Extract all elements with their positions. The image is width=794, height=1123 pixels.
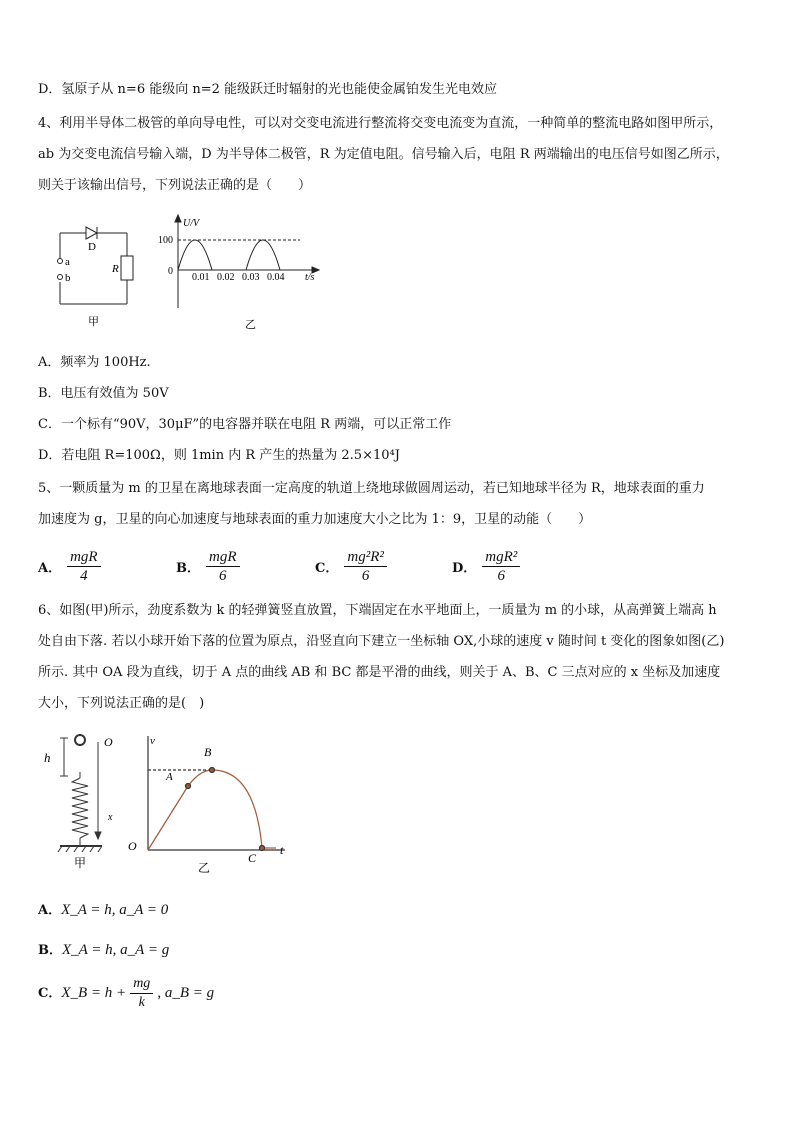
x-tick-2: 0.02 [217, 272, 235, 283]
caption-yi-6: 乙 [198, 861, 211, 875]
q4-stem-line1: 4、利用半导体二极管的单向导电性，可以对交变电流进行整流将交变电流变为直流，一种简单的整流电路如图甲所示， [38, 116, 723, 131]
q5-option-c: C． $\frac{\text{mg²R²}}{6}$ [315, 548, 391, 585]
q5-option-a: A． $\frac{\text{mgR}}{4}$ [38, 548, 105, 585]
q6-option-a: A．X_A = h, a_A = 0 [38, 902, 169, 918]
point-b-label: B [204, 745, 212, 759]
point-a-label: A [166, 771, 173, 783]
q5-stem-line1: 5、一颗质量为 m 的卫星在离地球表面一定高度的轨道上绕地球做圆周运动，若已知地球半径为 R，地球表面的重力 [38, 481, 705, 496]
q5-b-denominator: 6 [219, 568, 227, 584]
caption-jia-6: 甲 [74, 856, 87, 870]
x-tick-1: 0.01 [192, 272, 210, 283]
q5-b-numerator: mgR [206, 548, 240, 567]
q4-option-d: D．若电阻 R=100Ω，则 1min 内 R 产生的热量为 2.5×10⁴J [38, 448, 400, 463]
prev-option-d: D．氢原子从 n=6 能级向 n=2 能级跃迁时辐射的光也能使金属铂发生光电效应 [38, 82, 498, 97]
terminal-b-label: b [65, 272, 71, 284]
y-axis-label: U/V [183, 218, 200, 229]
x-axis-label: t/s [305, 272, 315, 283]
spring-diagram [58, 735, 102, 852]
q5-stem-line2: 加速度为 g，卫星的向心加速度与地球表面的重力加速度大小之比为 1：9，卫星的动能（ ） [38, 512, 592, 527]
caption-yi: 乙 [245, 319, 256, 331]
q5-option-b: B． $\frac{\text{mgR}}{6}$ [176, 548, 244, 585]
q6-figure [40, 728, 310, 878]
q4-stem-line2: ab 为交变电流信号输入端，D 为半导体二极管，R 为定值电阻。信号输入后，电阻 R 两端输出的电压信号如图乙所示， [38, 147, 729, 162]
t-label: t [280, 843, 284, 857]
q6-b-expression: X_A = h, a_A = g [62, 942, 170, 958]
q4-option-b: B．电压有效值为 50V [38, 386, 169, 401]
q5-c-numerator: mg²R² [344, 548, 387, 567]
origin-o-label: O [128, 839, 137, 853]
terminal-a-label: a [65, 256, 70, 268]
q6-stem-line1: 6、如图(甲)所示，劲度系数为 k 的轻弹簧竖直放置，下端固定在水平地面上，一质量为 m 的小球，从高弹簧上端高 h [38, 603, 717, 618]
caption-jia: 甲 [88, 316, 99, 328]
q5-d-numerator: mgR² [482, 548, 520, 567]
resistor-label: R [112, 263, 119, 275]
q5-options [38, 548, 758, 588]
q4-option-a: A．频率为 100Hz. [38, 355, 151, 370]
x-tick-4: 0.04 [267, 272, 285, 283]
v-label: v [150, 735, 155, 747]
q5-c-denominator: 6 [361, 568, 370, 584]
y-tick-100: 100 [158, 235, 173, 246]
q6-a-expression: X_A = h, a_A = 0 [61, 902, 169, 918]
o-label: O [104, 735, 113, 749]
q6-stem-line4: 大小，下列说法正确的是( ) [38, 696, 205, 711]
point-c-label: C [248, 851, 257, 865]
q4-figure [50, 208, 340, 338]
q5-d-denominator: 6 [497, 568, 506, 584]
velocity-graph [148, 736, 285, 851]
q6-c-numerator: mg [130, 975, 153, 994]
q4-option-c: C．一个标有“90V，30μF”的电容器并联在电阻 R 两端，可以正常工作 [38, 417, 452, 432]
q6-stem-line3: 所示. 其中 OA 段为直线，切于 A 点的曲线 AB 和 BC 都是平滑的曲线，则关于 A、B、C 三点对应的 x 坐标及加速度 [38, 665, 721, 680]
x-label: x [108, 812, 113, 823]
diode-label: D [88, 241, 96, 253]
q5-option-d: D． $\frac{\text{mgR²}}{6}$ [452, 548, 524, 585]
origin-label: 0 [168, 266, 173, 277]
x-tick-3: 0.03 [242, 272, 260, 283]
q6-option-c: C．X_B = h + $\frac{mg}{k}$ , a_B = g [38, 976, 215, 1010]
q6-c-denominator: k [138, 995, 145, 1010]
q5-a-denominator: 4 [80, 568, 88, 584]
q6-stem-line2: 处自由下落. 若以小球开始下落的位置为原点，沿竖直向下建立一坐标轴 OX,小球的速度 v 随时间 t 变化的图象如图(乙) [38, 634, 725, 649]
q5-a-numerator: mgR [67, 548, 101, 567]
q6-option-b: B．X_A = h, a_A = g [38, 942, 170, 958]
h-label: h [44, 750, 51, 765]
q4-stem-line3: 则关于该输出信号，下列说法正确的是（ ） [38, 178, 312, 193]
